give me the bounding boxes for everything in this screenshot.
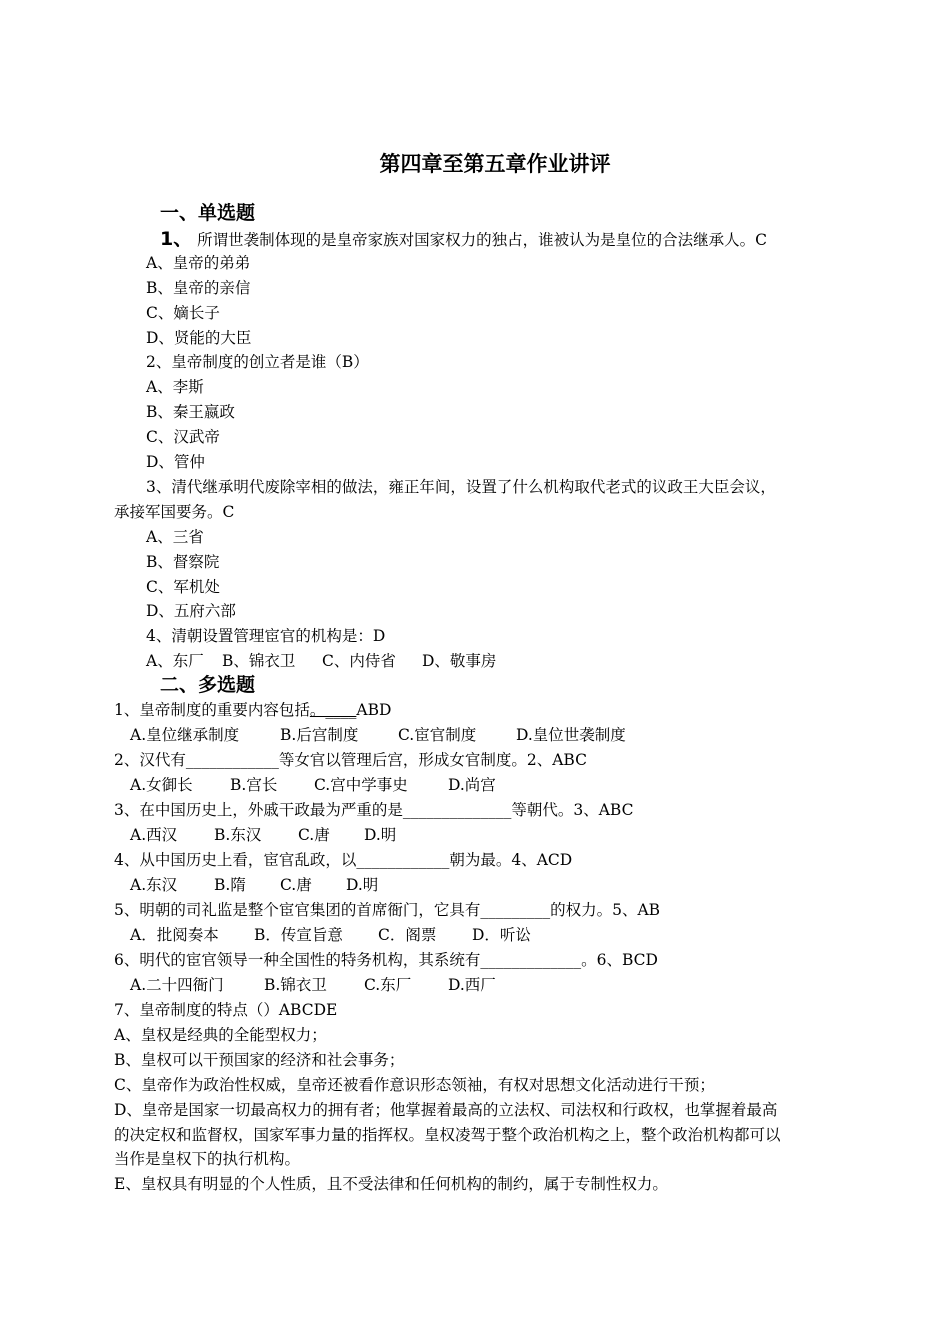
mq3-option-b: B.东汉 <box>214 826 262 844</box>
mq-3 <box>114 799 633 821</box>
q4-option-d: D、敬事房 <box>422 652 497 670</box>
mq-5-text-post: 的权力。5、AB <box>550 901 661 919</box>
mq1-option-d: D.皇位世袭制度 <box>516 726 626 744</box>
mq4-option-a: A.东汉 <box>130 876 178 894</box>
mq2-option-b: B.宫长 <box>230 776 278 794</box>
q3-option-a: A、三省 <box>146 528 204 546</box>
mq-3-blank: ______________ <box>402 801 512 819</box>
q3-option-c: C、军机处 <box>146 578 220 596</box>
mq-3-text-pre: 3、在中国历史上，外戚干政最为严重的是 <box>114 801 403 819</box>
q2-option-d: D、管仲 <box>146 453 205 471</box>
mq-2 <box>114 749 587 771</box>
mq-4-text-pre: 4、从中国历史上看，宦官乱政，以 <box>114 851 357 869</box>
page-title: 第四章至第五章作业讲评 <box>379 152 611 176</box>
mq6-option-a: A.二十四衙门 <box>130 976 224 994</box>
mq2-option-a: A.女御长 <box>130 776 193 794</box>
q4-option-c: C、内侍省 <box>322 652 396 670</box>
mq3-option-c: C.唐 <box>298 826 330 844</box>
question-1-number: 1、 <box>160 228 193 250</box>
section-heading-multiple-choice: 二、多选题 <box>160 674 256 696</box>
mq-4-text-post: 朝为最。4、ACD <box>449 851 573 869</box>
mq-6-options <box>130 974 496 996</box>
mq2-option-c: C.宫中学事史 <box>314 776 408 794</box>
q1-option-d: D、贤能的大臣 <box>146 329 252 347</box>
question-1-text: 所谓世袭制体现的是皇帝家族对国家权力的独占，谁被认为是皇位的合法继承人。C <box>197 231 768 249</box>
mq3-option-a: A.西汉 <box>130 826 178 844</box>
mq-6-text-pre: 6、明代的宦官领导一种全国性的特务机构，其系统有 <box>114 951 481 969</box>
q3-option-b: B、督察院 <box>146 553 220 571</box>
mq1-option-c: C.宦官制度 <box>398 726 477 744</box>
mq-5-text-pre: 5、明朝的司礼监是整个宦官集团的首席衙门，它具有 <box>114 901 481 919</box>
question-1 <box>160 228 767 251</box>
q3-option-d: D、五府六部 <box>146 602 236 620</box>
section-heading-single-choice: 一、单选题 <box>160 202 256 224</box>
mq5-option-a: A．批阅奏本 <box>130 926 219 944</box>
mq-6-blank: _____________ <box>480 951 582 969</box>
mq-1 <box>114 699 391 721</box>
mq-7-item-e: E、皇权具有明显的个人性质，且不受法律和任何机构的制约，属于专制性权力。 <box>114 1175 668 1193</box>
mq-3-options <box>130 824 396 846</box>
mq6-option-b: B.锦衣卫 <box>264 976 327 994</box>
q4-option-a: A、东厂 <box>146 652 204 670</box>
mq-5 <box>114 899 660 921</box>
q2-option-a: A、李斯 <box>146 378 204 396</box>
mq-7-item-d-line3: 当作是皇权下的执行机构。 <box>114 1150 301 1168</box>
mq-5-blank: _________ <box>480 901 551 919</box>
q1-option-a: A、皇帝的弟弟 <box>146 254 251 272</box>
mq-3-text-post: 等朝代。3、ABC <box>511 801 634 819</box>
mq-2-blank: ____________ <box>185 751 279 769</box>
mq4-option-b: B.隋 <box>214 876 246 894</box>
mq-1-options <box>130 724 626 746</box>
mq-6 <box>114 949 658 971</box>
mq-1-answer: ABD <box>356 701 392 719</box>
mq-2-text-post: 等女官以管理后宫，形成女官制度。2、ABC <box>278 751 587 769</box>
mq6-option-d: D.西厂 <box>448 976 496 994</box>
mq-7-item-d-line1: D、皇帝是国家一切最高权力的拥有者；他掌握着最高的立法权、司法权和行政权，也掌握着最高 <box>114 1101 778 1119</box>
q4-options <box>146 650 496 672</box>
question-3-text-line1: 3、清代继承明代废除宰相的做法，雍正年间，设置了什么机构取代老式的议政王大臣会议， <box>146 478 776 496</box>
mq4-option-d: D.明 <box>346 876 379 894</box>
q4-option-b: B、锦衣卫 <box>222 652 296 670</box>
mq-2-options <box>130 774 496 796</box>
mq-5-options <box>130 924 531 946</box>
mq2-option-d: D.尚宫 <box>448 776 496 794</box>
mq-7-item-d-line2: 的决定权和监督权，国家军事力量的指挥权。皇权凌驾于整个政治机构之上，整个政治机构都可以 <box>114 1126 781 1144</box>
mq-4 <box>114 849 572 871</box>
mq-4-options <box>130 874 378 896</box>
mq-1-blank: 。____ <box>309 701 357 719</box>
mq3-option-d: D.明 <box>364 826 397 844</box>
mq-4-blank: ____________ <box>356 851 450 869</box>
q1-option-c: C、嫡长子 <box>146 304 220 322</box>
q2-option-b: B、秦王嬴政 <box>146 403 235 421</box>
mq1-option-a: A.皇位继承制度 <box>130 726 240 744</box>
question-3-text-line2: 承接军国要务。C <box>114 503 235 521</box>
mq-7-item-c: C、皇帝作为政治性权威，皇帝还被看作意识形态领袖，有权对思想文化活动进行干预； <box>114 1076 715 1094</box>
mq6-option-c: C.东厂 <box>364 976 412 994</box>
mq-6-text-post: 。6、BCD <box>581 951 658 969</box>
q1-option-b: B、皇帝的亲信 <box>146 279 251 297</box>
mq-7-item-b: B、皇权可以干预国家的经济和社会事务； <box>114 1051 405 1069</box>
mq-7-text: 7、皇帝制度的特点（）ABCDE <box>114 1001 338 1019</box>
mq5-option-d: D．听讼 <box>472 926 531 944</box>
mq-1-text: 1、皇帝制度的重要内容包括 <box>114 701 310 719</box>
question-2-text: 2、皇帝制度的创立者是谁（B） <box>146 353 369 371</box>
mq1-option-b: B.后宫制度 <box>280 726 359 744</box>
q2-option-c: C、汉武帝 <box>146 428 220 446</box>
mq4-option-c: C.唐 <box>280 876 312 894</box>
mq5-option-b: B．传宣旨意 <box>254 926 343 944</box>
question-4-text: 4、清朝设置管理宦官的机构是：D <box>146 627 386 645</box>
mq-2-text-pre: 2、汉代有 <box>114 751 186 769</box>
mq-7-item-a: A、皇权是经典的全能型权力； <box>114 1026 327 1044</box>
mq5-option-c: C．阁票 <box>378 926 437 944</box>
